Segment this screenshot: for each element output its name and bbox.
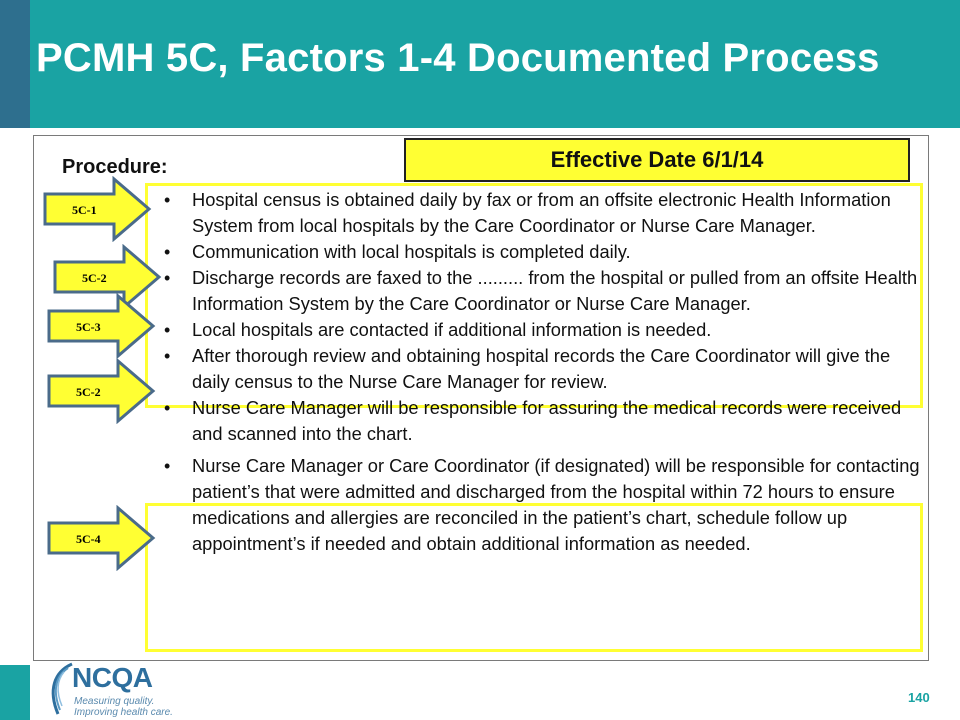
logo-tagline-2: Improving health care.: [74, 707, 173, 718]
arrow-5c-4: [46, 505, 156, 571]
arrow-label: 5C-1: [72, 203, 97, 217]
procedure-bullet-list: [160, 187, 920, 557]
list-item: • Nurse Care Manager will be responsible for assuring the medical records were received and scanned into the chart.: [160, 395, 920, 447]
ncqa-logo: [44, 660, 194, 718]
arrow-label: 5C-2: [82, 271, 107, 285]
footer-accent-bar: [0, 665, 30, 720]
arrow-label: 5C-4: [76, 532, 101, 546]
arrow-5c-2b: [46, 358, 156, 424]
arrow-label: 5C-3: [76, 320, 101, 334]
arrow-5c-3: [46, 293, 156, 359]
slide-header: [0, 0, 960, 128]
arrow-label: 5C-2: [76, 385, 101, 399]
arrow-5c-1: [42, 176, 152, 242]
slide-title: PCMH 5C, Factors 1-4 Documented Process: [36, 36, 880, 80]
list-item: • Nurse Care Manager or Care Coordinator (if designated) will be responsible for contacting patient’s that were admitted and discharged from the hospital within 72 hours to ensure medications and allergies are reconciled in the patient’s chart, schedule follow up appointment’s if needed and obtain additional information as needed.: [160, 453, 920, 557]
list-item: • Local hospitals are contacted if additional information is needed.: [160, 317, 920, 343]
list-item: • Hospital census is obtained daily by fax or from an offsite electronic Health Information System from local hospitals by the Care Coordinator or Nurse Care Manager.: [160, 187, 920, 239]
list-item: • Discharge records are faxed to the ......... from the hospital or pulled from an offsite Health Information System by the Care Coordinator or Nurse Care Manager.: [160, 265, 920, 317]
effective-date-box: Effective Date 6/1/14: [404, 138, 910, 182]
list-item: • Communication with local hospitals is completed daily.: [160, 239, 920, 265]
slide-number: 140: [908, 690, 930, 705]
procedure-label: Procedure:: [62, 156, 168, 178]
header-accent-bar: [0, 0, 30, 128]
logo-tagline-1: Measuring quality.: [74, 696, 155, 707]
list-item: • After thorough review and obtaining hospital records the Care Coordinator will give the daily census to the Nurse Care Manager for review.: [160, 343, 920, 395]
logo-wordmark: NCQA: [72, 662, 153, 693]
